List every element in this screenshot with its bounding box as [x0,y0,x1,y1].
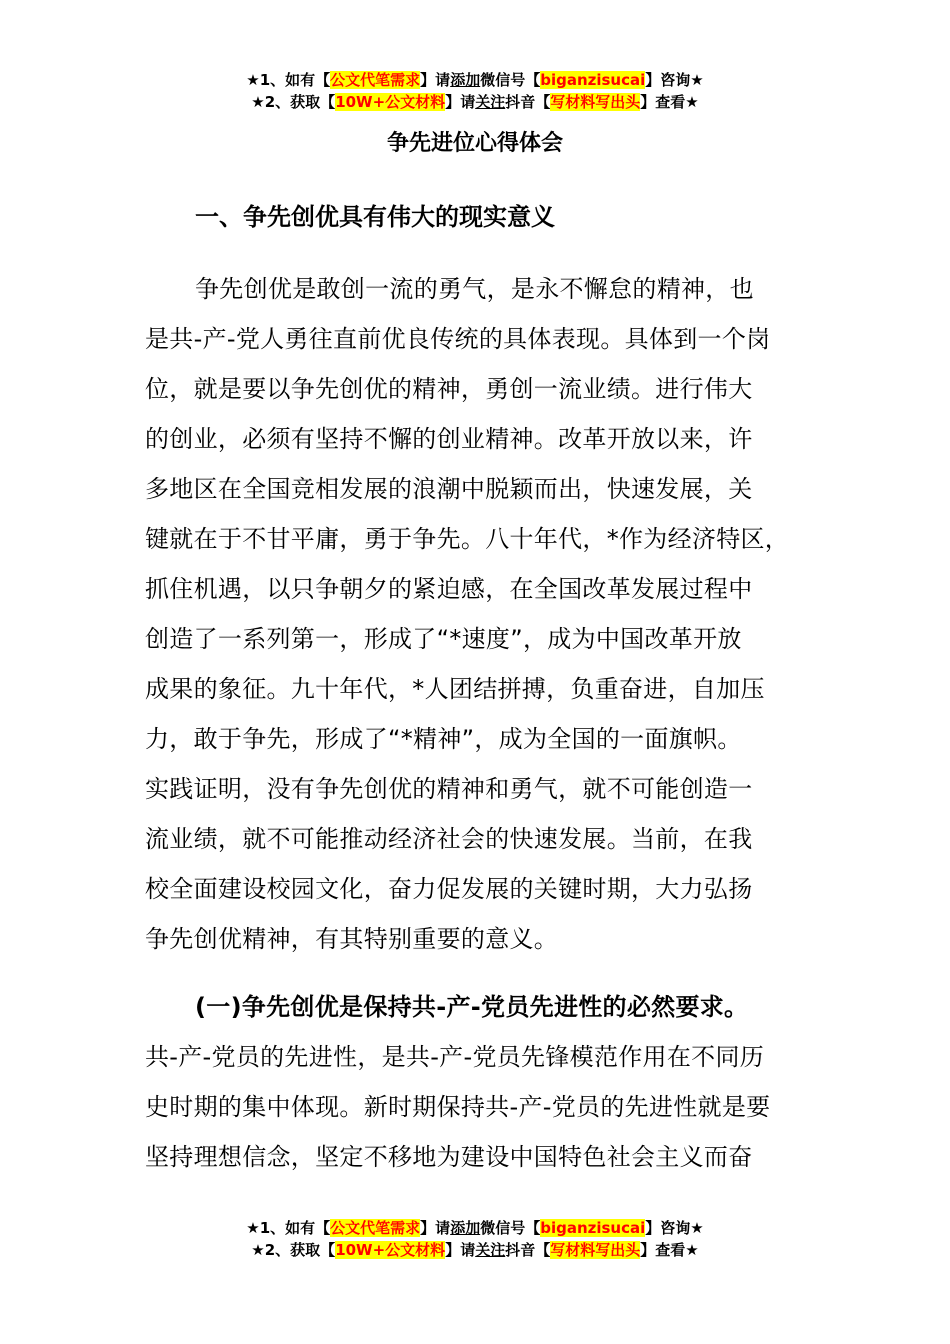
paragraph-line: 多地区在全国竞相发展的浪潮中脱颖而出，快速发展，关 [145,475,753,503]
paragraph-line: 的创业，必须有坚持不懈的创业精神。改革开放以来，许 [145,425,753,453]
paragraph-line: 史时期的集中体现。新时期保持共-产-党员的先进性就是要 [145,1093,771,1121]
paragraph-line: 创造了一系列第一，形成了“*速度”，成为中国改革开放 [145,625,742,653]
promo-highlight: 公文代笔需求 [330,1219,421,1237]
promo-line-2: ★2、获取【10W+公文材料】请关注抖音【写材料写出头】查看★ [251,1241,699,1259]
promo-wechat-id: biganzisucai [540,71,646,89]
promo-wechat-id: biganzisucai [540,1219,646,1237]
promo-line-2: ★2、获取【10W+公文材料】请关注抖音【写材料写出头】查看★ [251,93,699,111]
paragraph-line: 是共-产-党人勇往直前优良传统的具体表现。具体到一个岗 [145,325,771,353]
promo-line-1: ★1、如有【公文代笔需求】请添加微信号【biganzisucai】咨询★ [246,1219,704,1237]
paragraph-line: 位，就是要以争先创优的精神，勇创一流业绩。进行伟大 [145,375,753,403]
paragraph-line: 坚持理想信念，坚定不移地为建设中国特色社会主义而奋 [145,1143,753,1171]
promo-douyin-id: 写材料写出头 [550,1241,641,1259]
paragraph-line: 校全面建设校园文化，奋力促发展的关键时期，大力弘扬 [145,875,753,903]
section-heading: 一、争先创优具有伟大的现实意义 [195,203,555,231]
promo-footer [0,1217,950,1261]
subsection-heading: (一)争先创优是保持共-产-党员先进性的必然要求。 [195,993,749,1021]
promo-highlight: 公文代笔需求 [330,71,421,89]
paragraph-line: 力，敢于争先，形成了“*精神”，成为全国的一面旗帜。 [145,725,742,753]
paragraph-line: 成果的象征。九十年代，*人团结拼搏，负重奋进，自加压 [145,675,765,703]
paragraph-line: 争先创优精神，有其特别重要的意义。 [145,925,559,953]
paragraph-line: 键就在于不甘平庸，勇于争先。八十年代，*作为经济特区， [145,525,790,553]
paragraph-line: 争先创优是敢创一流的勇气，是永不懈怠的精神，也 [195,275,754,303]
paragraph-line: 共-产-党员的先进性，是共-产-党员先锋模范作用在不同历 [145,1043,765,1071]
promo-header [0,69,950,113]
document-title: 争先进位心得体会 [386,131,563,156]
paragraph-line: 实践证明，没有争先创优的精神和勇气，就不可能创造一 [145,775,753,803]
promo-douyin-id: 写材料写出头 [550,93,641,111]
paragraph-line: 抓住机遇，以只争朝夕的紧迫感，在全国改革发展过程中 [145,575,753,603]
promo-highlight: 10W+公文材料 [335,1241,446,1259]
promo-line-1: ★1、如有【公文代笔需求】请添加微信号【biganzisucai】咨询★ [246,71,704,89]
paragraph-line: 流业绩，就不可能推动经济社会的快速发展。当前，在我 [145,825,753,853]
paragraph-1 [145,264,835,964]
promo-highlight: 10W+公文材料 [335,93,446,111]
paragraph-2 [145,982,835,1182]
